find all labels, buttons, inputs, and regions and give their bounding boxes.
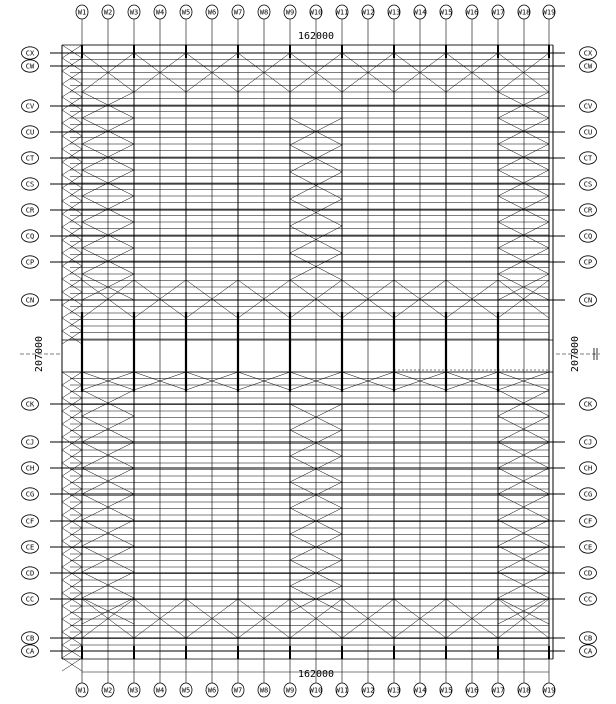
grid-bubble-label: CV [25, 102, 35, 111]
grid-bubble-label: W15 [439, 686, 453, 695]
grid-bubble-label: W18 [517, 8, 531, 17]
grid-bubble-label: W6 [207, 8, 217, 17]
grid-bubble-label: W18 [517, 686, 531, 695]
grid-bubble-label: CP [25, 258, 35, 267]
grid-bubble-label: W3 [129, 8, 139, 17]
grid-bubble-label: CB [583, 634, 593, 643]
grid-bubble-label: W6 [207, 686, 217, 695]
grid-bubble-label: W16 [465, 686, 479, 695]
grid-bubble-label: W9 [285, 8, 295, 17]
dim-left-label: 207000 [34, 335, 45, 373]
grid-bubble-label: W19 [542, 686, 556, 695]
grid-bubble-label: CJ [583, 438, 593, 447]
grid-bubble-label: W12 [361, 8, 375, 17]
grid-bubble-label: CS [583, 180, 593, 189]
grid-bubble-label: CC [25, 595, 35, 604]
grid-bubble-label: W13 [387, 8, 401, 17]
grid-bubble-label: CX [583, 49, 593, 58]
grid-bubble-label: CV [583, 102, 593, 111]
grid-bubble-label: W7 [233, 686, 243, 695]
grid-bubble-label: W14 [413, 686, 427, 695]
purlin-lines [70, 53, 549, 645]
grid-bubble-label: CS [25, 180, 35, 189]
grid-bubble-label: CA [583, 647, 593, 656]
dim-top-label: 162000 [297, 31, 335, 42]
grid-bubble-label: W5 [181, 8, 191, 17]
grid-bubble-label: W1 [77, 8, 87, 17]
grid-bubble-label: CE [583, 543, 593, 552]
grid-bubble-label: W2 [103, 686, 113, 695]
grid-bubble-label: CG [25, 490, 35, 499]
grid-bubble-label: CW [583, 62, 593, 71]
grid-bubble-label: W4 [155, 686, 165, 695]
grid-lines [20, 45, 600, 672]
grid-bubble-label: W2 [103, 8, 113, 17]
grid-bubble-label: CN [583, 296, 593, 305]
grid-bubble-label: CH [583, 464, 593, 473]
grid-bubble-label: CU [583, 128, 593, 137]
grid-bubble-label: CP [583, 258, 593, 267]
grid-bubble-label: CQ [583, 232, 593, 241]
grid-bubble-label: CG [583, 490, 593, 499]
grid-bubble-label: W17 [491, 8, 505, 17]
dim-bottom-label: 162000 [297, 669, 335, 680]
grid-bubble-label: W4 [155, 8, 165, 17]
grid-bubble-label: CT [25, 154, 35, 163]
grid-bubble-label: W14 [413, 8, 427, 17]
grid-bubble-label: CK [25, 400, 35, 409]
grid-bubble-label: W7 [233, 8, 243, 17]
grid-bubble-label: W19 [542, 8, 556, 17]
grid-bubble-label: CX [25, 49, 35, 58]
grid-bubble-label: W8 [259, 686, 269, 695]
grid-bubble-label: W9 [285, 686, 295, 695]
grid-bubble-label: W10 [309, 686, 323, 695]
grid-bubble-label: W11 [335, 8, 349, 17]
grid-bubble-label: W16 [465, 8, 479, 17]
grid-bubble-label: CR [25, 206, 35, 215]
grid-bubble-label: CF [25, 517, 35, 526]
grid-bubble-label: CH [25, 464, 35, 473]
grid-bubble-label: CB [25, 634, 35, 643]
grid-bubble-label: W11 [335, 686, 349, 695]
grid-bubble-label: W15 [439, 8, 453, 17]
grid-bubble-label: CN [25, 296, 35, 305]
grid-bubble-label: CT [583, 154, 593, 163]
grid-bubble-label: W12 [361, 686, 375, 695]
grid-bubble-label: W5 [181, 686, 191, 695]
grid-bubble-label: W3 [129, 686, 139, 695]
grid-bubble-label: CD [25, 569, 35, 578]
grid-bubble-label: CJ [25, 438, 35, 447]
grid-bubble-label: W13 [387, 686, 401, 695]
grid-bubble-label: W17 [491, 686, 505, 695]
grid-bubble-label: CA [25, 647, 35, 656]
dim-right-label: 207000 [570, 335, 581, 373]
grid-bubble-label: CC [583, 595, 593, 604]
grid-bubble-label: CQ [25, 232, 35, 241]
grid-bubble-label: CE [25, 543, 35, 552]
grid-bubble-label: W8 [259, 8, 269, 17]
grid-bubble-label: CR [583, 206, 593, 215]
grid-bubble-label: W10 [309, 8, 323, 17]
grid-bubble-label: CD [583, 569, 593, 578]
grid-bubble-label: CF [583, 517, 593, 526]
grid-bubble-label: CU [25, 128, 35, 137]
grid-bubble-label: W1 [77, 686, 87, 695]
grid-bubble-label: CK [583, 400, 593, 409]
grid-bubble-label: CW [25, 62, 35, 71]
